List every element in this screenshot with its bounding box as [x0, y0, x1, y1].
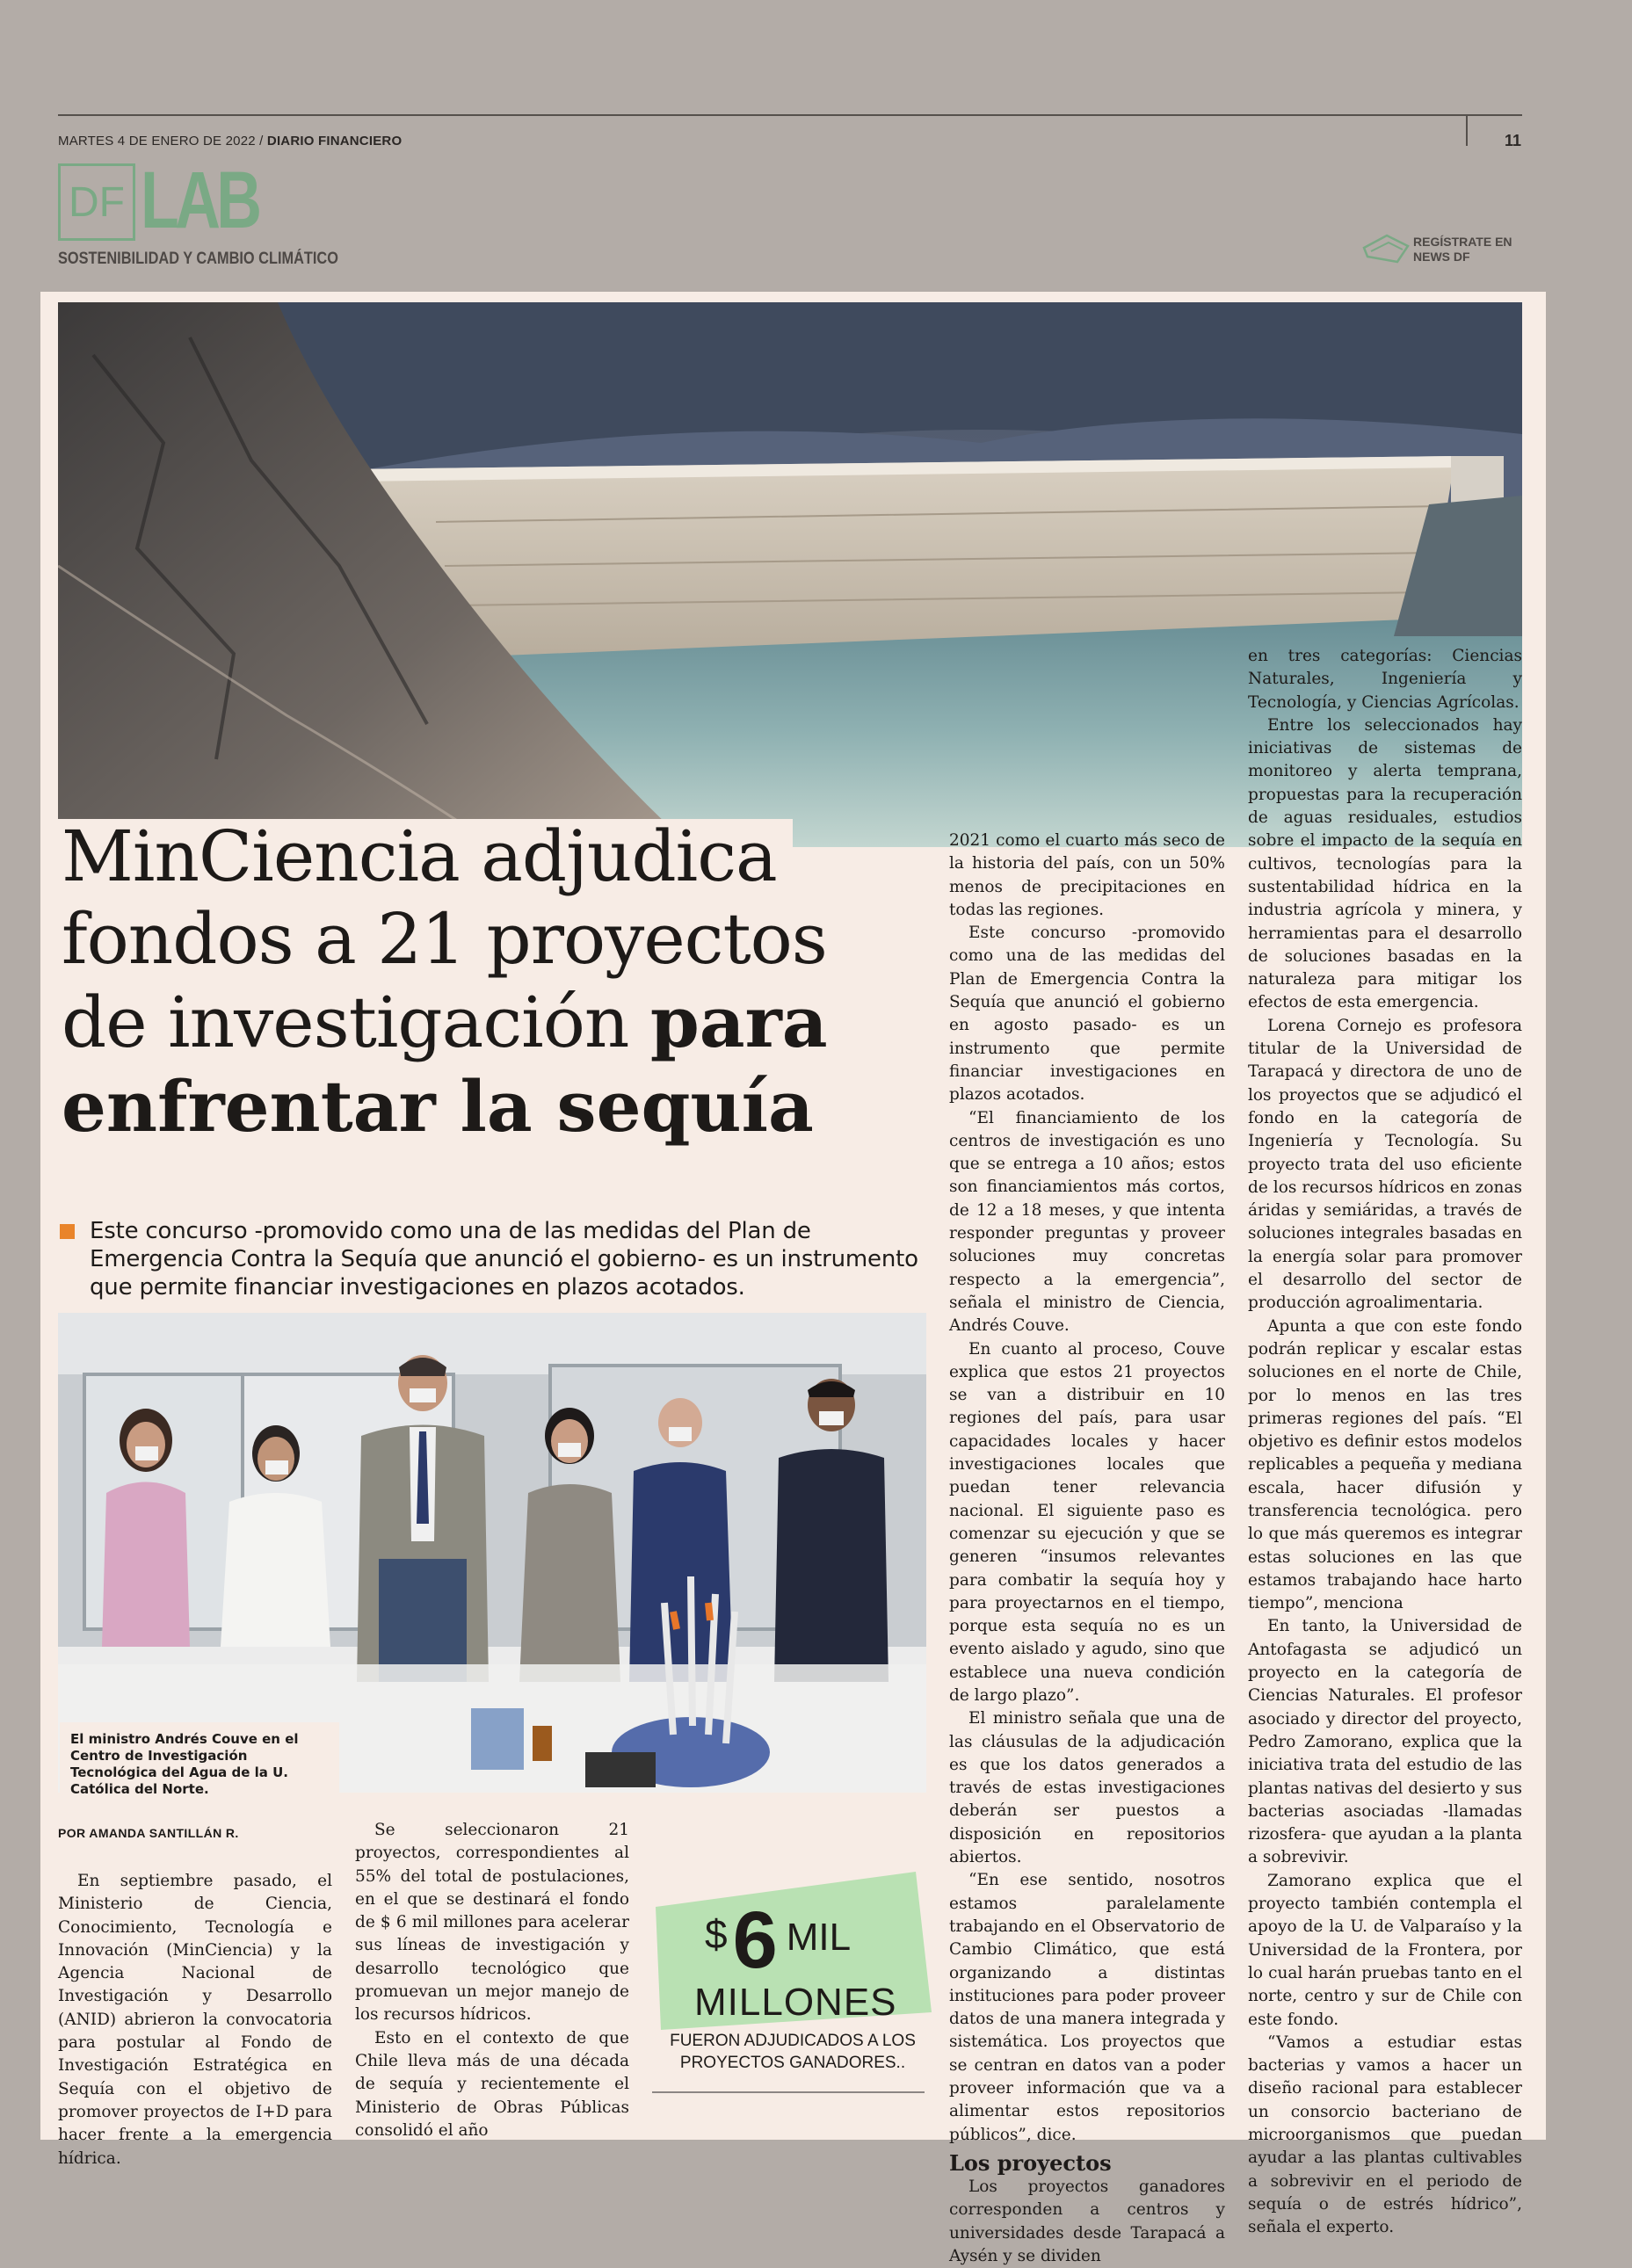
body-column-2 [355, 1819, 629, 2142]
headline-line-2: fondos a 21 proyectos [58, 902, 843, 977]
body-paragraph: En septiembre pasado, el Ministerio de Ciencia, Conocimiento, Tecnología e Innovación (MinCiencia) y la Agencia Nacional de Investigación y Desarrollo (ANID) abrieron la convocatoria para postular al Fondo de Investigación Estratégica en Sequía con el objetivo de promover proyectos de I+D para hacer frente a la emergencia hídrica. [58, 1872, 332, 2168]
body-paragraph: En cuanto al proceso, Couve explica que estos 21 proyectos se van a distribuir en 10 regiones del país, para usar capacidades locales y hacer investigaciones locales que puedan tener relevancia nacional. El siguiente paso es comenzar su ejecución y que se generen “insumos relevantes para combatir la sequía hoy y para proyectarnos en el tiempo, porque esta sequía no es un evento aislado y agudo, sino que establece una nueva condición de largo plazo”. [949, 1339, 1225, 1705]
body-column-1 [58, 1828, 332, 2170]
body-column-3 [949, 830, 1225, 2268]
body-column-4 [1248, 645, 1522, 2239]
body-paragraph: Entre los seleccionados hay iniciativas de sistemas de monitoreo y alerta temprana, propuestas para la recuperación de aguas residuales, estudios sobre el impacto de la sequía en cultivos, tecnologías para la sustentabilidad hídrica en la industria agrícola y minera, y herramientas para el desarrollo de soluciones basadas en la naturaleza para mitigar los efectos de esta emergencia. [1248, 715, 1522, 1012]
lab-logo-text: LAB [141, 156, 258, 245]
body-paragraph: En tanto, la Universidad de Antofagasta se adjudicó un proyecto en la categoría de Ciencias Naturales. El profesor asociado y director del proyecto, Pedro Zamorano, explica que la iniciativa trata del estudio de las plantas nativas del desierto y sus bacterias asociadas -llamadas rizosfera- que ayudan a la planta a sobrevivir. [1248, 1617, 1522, 1867]
headline-line-4: enfrentar la sequía [62, 1065, 814, 1148]
deck-text: Este concurso -promovido como una de las medidas del Plan de Emergencia Contra la Sequía que anunció el gobierno- es un instrumento que permite financiar investigaciones en plazos acotados. [90, 1218, 918, 1301]
subhead: Los proyectos [949, 2149, 1112, 2176]
deck-bullet-square [60, 1224, 75, 1239]
page-number: 11 [1505, 132, 1522, 149]
lab-group-photo [58, 1313, 926, 1793]
body-paragraph: Apunta a que con este fondo podrán replicar y escalar estas soluciones en el norte de Chile, por lo menos en las tres primeras regiones del país. “El objetivo es definir estos modelos replicables a pequeña y mediana escala, hacer difusión y transferencia tecnológica. pero lo que más queremos es integrar estas soluciones en las que estamos trabajando hace harto tiempo”, menciona [1248, 1316, 1522, 1613]
newsdf-icon [1362, 230, 1411, 269]
body-paragraph: Esto en el contexto de que Chile lleva más de una década de sequía y recientemente el Ministerio de Obras Públicas consolidó el año [355, 2028, 629, 2140]
register-text: REGÍSTRATE EN NEWS DF [1413, 235, 1512, 264]
body-paragraph: Se seleccionaron 21 proyectos, correspondientes al 55% del total de postulaciones, en el que se destinará el fondo de $ 6 mil millones para acelerar sus líneas de investigación y desarrollo tecnológico que promuevan un mejor manejo de los recursos hídricos. [355, 1821, 629, 2025]
highlight-amount: $6 MIL [705, 1895, 852, 1985]
section-tagline: SOSTENIBILIDAD Y CAMBIO CLIMÁTICO [58, 250, 338, 268]
highlight-unit: MILLONES [694, 1981, 897, 2024]
issue-date: MARTES 4 DE ENERO DE 2022 / DIARIO FINANCIERO [58, 134, 403, 149]
article-deck [60, 1217, 930, 1301]
highlight-figure [652, 1872, 932, 2100]
body-paragraph: “En ese sentido, nosotros estamos paralelamente trabajando en el Observatorio de Cambio Climático, que está organizando a distintas instituciones para poder proveer datos de una manera integrada y sistemática. Los proyectos que se centran en datos van a poder proveer información que va a alimentar estos repositorios públicos”, dice. [949, 1871, 1225, 2144]
body-paragraph: Zamorano explica que el proyecto también contempla el apoyo de la U. de Valparaíso y la Universidad de la Frontera, por lo cual harán pruebas tanto en el norte, centro y sur de Chile con este fondo. [1248, 1871, 1522, 2029]
body-paragraph: en tres categorías: Ciencias Naturales, Ingeniería y Tecnología, y Ciencias Agrícolas. [1248, 647, 1522, 712]
body-paragraph: Este concurso -promovido como una de las medidas del Plan de Emergencia Contra la Sequía que anunció el gobierno en agosto pasado- es un instrumento que permite financiar investigaciones en plazos acotados. [949, 924, 1225, 1105]
highlight-text: FUERON ADJUDICADOS A LOS PROYECTOS GANADORES.. [670, 2032, 916, 2072]
body-paragraph: Lorena Cornejo es profesora titular de la Universidad de Tarapacá y directora de uno de los proyectos que se adjudicó el fondo en la categoría de Ingeniería y Tecnología. Su proyecto trata del uso eficiente de los recursos hídricos en zonas áridas y semiáridas, a través de soluciones integrales basadas en la energía solar para promover el desarrollo del sector de producción agroalimentaria. [1248, 1016, 1522, 1313]
byline: POR AMANDA SANTILLÁN R. [58, 1826, 239, 1840]
headline-line-3: de investigación para [58, 984, 844, 1060]
body-paragraph: El ministro señala que una de las cláusulas de la adjudicación es que los datos generados a través de estas investigaciones deberán ser puestos a disposición en repositorios abiertos. [949, 1709, 1225, 1867]
highlight-rule [652, 2091, 925, 2093]
header-divider [1466, 116, 1468, 146]
photo-caption: El ministro Andrés Couve en el Centro de Investigación Tecnológica del Agua de la U. Católica del Norte. [60, 1722, 339, 1807]
body-paragraph: “Vamos a estudiar estas bacterias y vamos a hacer un diseño racional para establecer un consorcio bacteriano de microorganismos que puedan ayudar a las plantas cultivables a sobrevivir en el periodo de sequía o de estrés hídrico”, señala el experto. [1248, 2033, 1522, 2237]
body-paragraph: 2021 como el cuarto más seco de la historia del país, con un 50% menos de precipitaciones en todas las regiones. [949, 831, 1225, 919]
body-paragraph: Los proyectos ganadores corresponden a centros y universidades desde Tarapacá a Aysén y se dividen [949, 2177, 1225, 2265]
df-logo-mark: DF [58, 163, 135, 241]
register-newsdf-link[interactable] [1362, 230, 1529, 269]
header-rule [58, 114, 1522, 116]
body-paragraph: “El financiamiento de los centros de investigación es uno que se entrega a 10 años; estos son financiamientos más cortos, de 12 a 18 meses, y que intenta responder preguntas y proveer soluciones muy concretas respecto a la emergencia”, señala el ministro de Ciencia, Andrés Couve. [949, 1108, 1225, 1336]
headline-line-1: MinCiencia adjudica [58, 819, 793, 895]
